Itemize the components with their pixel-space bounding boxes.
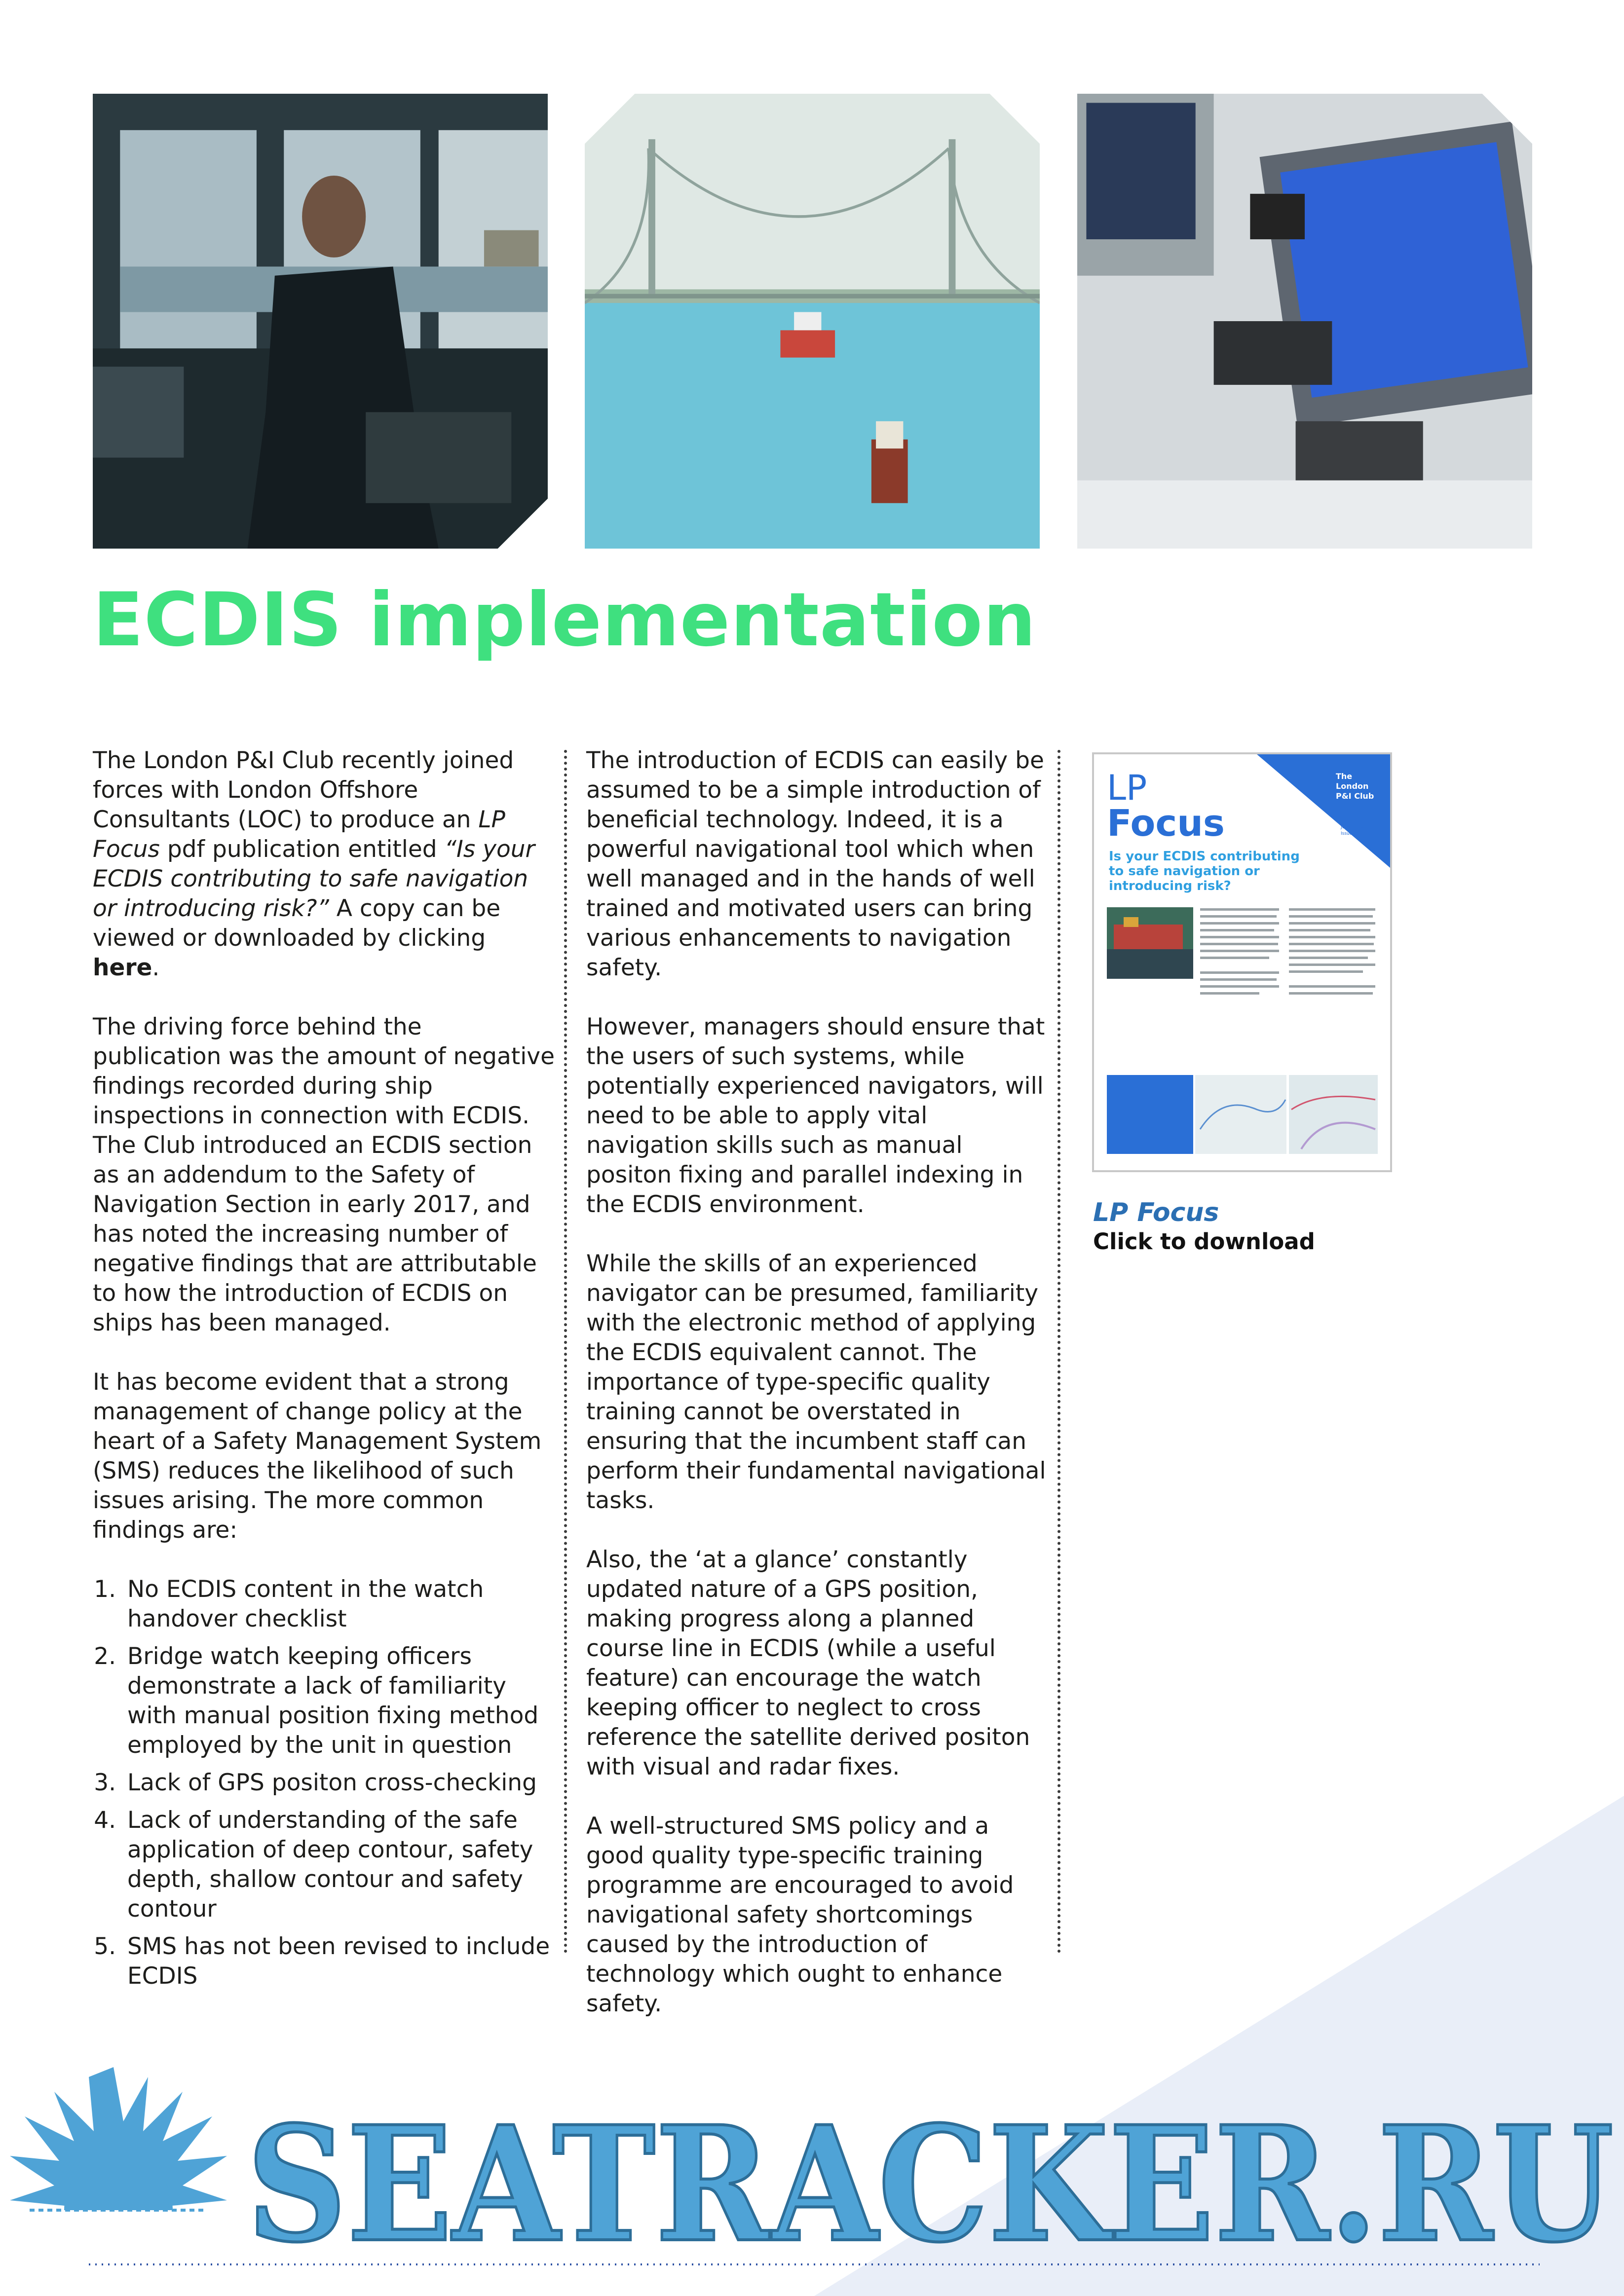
cover-lp: LP: [1107, 768, 1147, 808]
list-item: 5. SMS has not been revised to include ECDIS: [123, 1932, 557, 1991]
list-item: 1. No ECDIS content in the watch handover checklist: [123, 1575, 557, 1634]
paragraph: A well-structured SMS policy and a good quality type-specific training programme are encouraged to avoid navigational safety shortcomings caused by the introduction of technology which ought to enhance safety.: [586, 1813, 1014, 2017]
cover-brand-3: P&I Club: [1336, 791, 1374, 801]
cover-issue: Issue 1: [1341, 831, 1357, 836]
cover-brand-1: The: [1336, 772, 1353, 781]
paragraph: It has become evident that a strong management of change policy at the heart of a Safety Management System (SMS) reduces the likelihood of such issues arising. The more common findings are:: [93, 1369, 542, 1544]
findings-list: [93, 1575, 557, 1991]
paragraph: Also, the ‘at a glance’ constantly updated nature of a GPS position, making progress along a planned course line in ECDIS (while a useful feature) can encourage the watch keeping officer to neglect to cross reference the satellite derived positon with visual and radar fixes.: [586, 1546, 1030, 1780]
photo-ship-bridge-officer: [93, 94, 548, 549]
paragraph: However, managers should ensure that the users of such systems, while potentially experienced navigators, will need to be able to apply vital navigation skills such as manual positon fixing and parallel indexing in the ECDIS environment.: [586, 1013, 1045, 1218]
paragraph: The driving force behind the publication was the amount of negative findings recorded during ship inspections in connection with ECDIS. The Club introduced an ECDIS section as an addendum to the Safety of Navigation Section in early 2017, and has noted the increasing number of negative findings that are attributable to how the introduction of ECDIS on ships has been managed.: [93, 1013, 555, 1336]
cover-headline-1: Is your ECDIS contributing: [1109, 849, 1300, 864]
column-divider: [564, 750, 567, 1954]
intro-publication-title: “Is your ECDIS contributing to safe navigation or introducing risk?”: [93, 836, 535, 922]
paragraph: The introduction of ECDIS can easily be assumed to be a simple introduction of beneficial technology. Indeed, it is a powerful navigational tool which when well managed and in the hands of well trained and motivated users can bring various enhancements to navigation safety.: [586, 747, 1044, 981]
intro-text: The London P&I Club recently joined forces with London Offshore Consultants (LOC) to produce an: [93, 747, 514, 833]
intro-lp-focus: LP Focus: [93, 806, 505, 863]
column-divider: [1057, 750, 1060, 1954]
column-left: [93, 746, 557, 1999]
download-link[interactable]: here: [93, 954, 152, 981]
page-title: ECDIS implementation: [93, 577, 1037, 663]
paragraph: While the skills of an experienced navigator can be presumed, familiarity with the electronic method of applying the ECDIS equivalent cannot. The importance of type-specific quality training cannot be overstated in ensuring that the incumbent staff can perform their fundamental navigational tasks.: [586, 1250, 1046, 1514]
intro-text-2: pdf publication entitled: [159, 836, 445, 863]
cover-caption-title[interactable]: LP Focus: [1093, 1198, 1219, 1227]
watermark-text: SEATRACKER.RU: [247, 2092, 1614, 2277]
list-item: 4. Lack of understanding of the safe application of deep contour, safety depth, shallow contour and safety contour: [123, 1806, 557, 1924]
column-middle: [586, 746, 1050, 2048]
cover-focus: Focus: [1107, 802, 1225, 845]
cover-headline-2: to safe navigation or: [1109, 864, 1260, 879]
list-item: 3. Lack of GPS positon cross-checking: [123, 1768, 557, 1798]
intro-text-end: .: [152, 954, 160, 981]
photo-ecdis-console: [1077, 94, 1532, 549]
cover-caption-download[interactable]: Click to download: [1093, 1228, 1315, 1255]
cover-headline-3: introducing risk?: [1109, 879, 1231, 893]
cover-brand-2: London: [1336, 781, 1369, 791]
list-item: 2. Bridge watch keeping officers demonstrate a lack of familiarity with manual position fixing method employed by the unit in question: [123, 1642, 557, 1760]
intro-paragraph: [93, 746, 557, 983]
seatracker-watermark: [0, 2047, 1624, 2296]
cover-date: June 2019: [1341, 825, 1363, 830]
lp-focus-cover-thumbnail[interactable]: [1092, 752, 1392, 1172]
intro-text-3: A copy can be viewed or downloaded by clicking: [93, 895, 501, 952]
photo-canal-bridge-ships: [585, 94, 1040, 549]
